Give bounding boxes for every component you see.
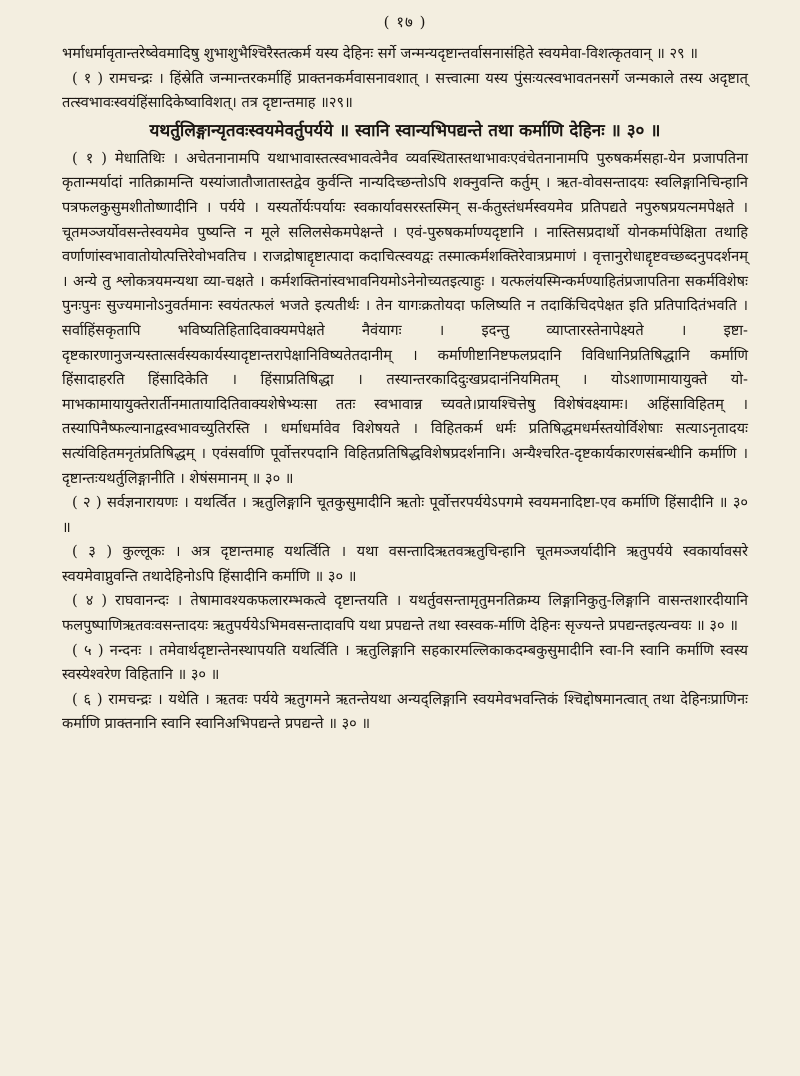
- commentary-sarvajnanarayana: ( २ ) सर्वज्ञनारायणः । यथर्त्वित । ऋतुलिङ्गानि चूतकुसुमादीनि ऋतोः पूर्वोत्तरपर्ययेऽपगमे स्वयमनादिष्टा-एव कर्माणि हिंसादीनि ॥ ३० ॥: [62, 494, 748, 536]
- commentary-ramachandra: ( ६ ) रामचन्द्रः । यथेति । ऋतवः पर्यये ऋतुगमने ऋतन्तेयथा अन्यद्लिङ्गानि स्वयमेवभवन्तिकं श्चिद्दोषमानत्वात् तथा देहिनःप्राणिनः कर्माणि प्राक्तनानि स्वानि स्वानिअभिपद्यन्ते प्रपद्यन्ते ॥ ३० ॥: [62, 690, 748, 733]
- intro-paragraph: भर्माधर्मावृतान्तरेष्वेवमादिषु शुभाशुभैश्चिरैस्तत्कर्म यस्य देहिनः सर्गे जन्मन्यदृष्टान्तर्वासनासंहिते स्वयमेवा-विशत्कृतवान् ॥ २९ ॥: [62, 45, 699, 62]
- page-number: ( १७ ): [383, 13, 427, 31]
- commentary-nandana: ( ५ ) नन्दनः । तमेवार्थदृष्टान्तेनस्थापयति यथर्त्विति । ऋतुलिङ्गानि सहकारमल्लिकाकदम्बकुसुमादीनि स्वा-नि स्वानि कर्माणि स्वस्य स्वस्येश्वरेण विहितानि ॥ ३० ॥: [62, 641, 748, 684]
- commentary-raghavananda: ( ४ ) राघवानन्दः । तेषामावश्यकफलारम्भकत्वे दृष्टान्तयति । यथर्तुवसन्तामृतुमनतिक्रम्य लिङ्गानिकुतु-लिङ्गानि वासन्तशारदीयानि फलपुष्पाणिऋतवःवसन्तादयः ऋतुपर्ययेऽभिमवसन्तादावपि यथा प्रपद्यन्ते तथा स्वस्वक-र्माणि देहिनः सृज्यन्ते प्रपद्यन्तइत्यन्वयः ॥ ३० ॥: [62, 592, 748, 635]
- verse-heading: यथर्तुलिङ्गान्यृतवःस्वयमेवर्तुपर्यये ॥ स्वानि स्वान्यभिपद्यन्ते तथा कर्माणि देहिनः ॥ ३० ॥: [149, 120, 661, 141]
- commentary-medhatithi: ( १ ) मेधातिथिः । अचेतनानामपि यथाभावास्तत्स्वभावत्वेनैव व्यवस्थितास्तथाभावःएवंचेतनानामपि पुरुषकर्मसहा-येन प्रजापतिना कृतान्मर्यादां नातिक्रामन्ति यस्यांजातौजातास्तद्वेव कुर्वन्ति नान्यदिच्छन्तोऽपि शक्नुवन्ति कर्तुम् । ऋत-वोवसन्तादयः स्वलिङ्गानिचिन्हानि पत्रफलकुसुमशीतोष्णादीनि । पर्यये । यस्यर्तोर्यःपर्यायः स्वकार्यावसरस्तस्मिन् स-र्कतुस्तंधर्मस्वयमेव प्रतिपद्यते नपुरुषप्रयत्नमपेक्षते । चूतमञ्जर्योवसन्तेस्वयमेव पुष्यन्ति न मूले सलिलसेकमपेक्षन्ते । एवं-पुरुषकर्माण्यदृष्टानि । नास्तिसप्रदार्थो योनकर्मापेक्षिता तथाहि वर्णाणांस्वभावातोयोत्पत्तिरेवोभवतिच । राजद्रोषाद्दृष्टात्पादा कदाचित्स्वयद्वः तस्मात्कर्मशक्तिरेवात्रप्रमाणं । वृत्तानुरोधाद्दृष्टवच्छब्दनुपदर्शनम् । अन्ये तु श्लोकत्रयमन्यथा व्या-चक्षते । कर्मशक्तिनांस्वभावनियमोऽनेनोच्यतइत्याहुः । यत्फलंयस्मिन्कर्मण्याहितंप्रजापतिना सकर्मविशेषः पुनःपुनः सुज्यमानोऽनुवर्तमानः स्वयंतत्फलं भजते इत्यतीर्थः । तेन यागःक्रतोयदा फलिष्यति न तदाकिंचिदपेक्षत इति प्रतिपादितंभवति । सर्वाहिंसकृतापि भविष्यतिहितादिवाक्यमपेक्षते नैवंयागः । इदन्तु व्याप्तारस्तेनापेक्ष्यते । इष्टा-दृष्टकारणानुजन्यस्तात्सर्वस्यकार्यस्यादृष्टान्तरापेक्षानिविष्यतेतदानीम् । कर्माणीष्टानिष्टफलप्रदानि विविधानिप्रतिषिद्धानि कर्माणि हिंसादाहरति हिंसादिकेति । हिंसाप्रतिषिद्धा । तस्यान्तरकादिदुःखप्रदानंनियमितम् । योऽशाणामायायुक्ते यो-माभकामायायुक्तेरार्तीनमातायादितिवाक्यशेषेभ्यःसा ततः स्वभावान्न च्यवते।प्रायश्चित्तेषु विशेषंवक्ष्यामः। अहिंसाविहितम् । तस्यापिनैष्फल्यानाद्वस्वभावच्युतिरस्ति । धर्माधर्मावेव विशेषयते । विहितकर्म धर्मः प्रतिषिद्धमधर्मस्तयोर्विशेषाः सत्याऽनृतादयः सत्यंविहितमनृतंप्रतिषिद्धम् । एवंसर्वाणि पूर्वोत्तरपदानि विहितप्रतिषिद्धविशेषप्रदर्शनानि। अन्यैश्चरित-दृष्टकार्यकारणसंबन्धीनि कर्माणि । दृष्टान्तःयथर्तुलिङ्गानीति । शेषंसमानम् ॥ ३० ॥: [62, 149, 748, 487]
- commentary-kulluka: ( ३ ) कुल्लूकः । अत्र दृष्टान्तमाह यथर्त्विति । यथा वसन्तादिऋतवऋतुचिन्हानि चूतमञ्जर्यादीनि ऋतुपर्यये स्वकार्यावसरे स्वयमेवाप्नुवन्ति तथादेहिनोऽपि हिंसादीनि कर्माणि ॥ ३० ॥: [62, 543, 748, 585]
- commentary-ramachandra-prev: ( १ ) रामचन्द्रः । हिंस्रेति जन्मान्तरकर्माहिं प्राक्तनकर्मवासनावशात् । सत्त्वात्मा यस्य पुंसःयत्स्वभावतनसर्गे जन्मकाले तस्य अदृष्टात् तत्स्वभावःस्वयंहिंसादिकेष्वाविशत्। तत्र दृष्टान्तमाह ॥२९॥: [62, 69, 748, 112]
